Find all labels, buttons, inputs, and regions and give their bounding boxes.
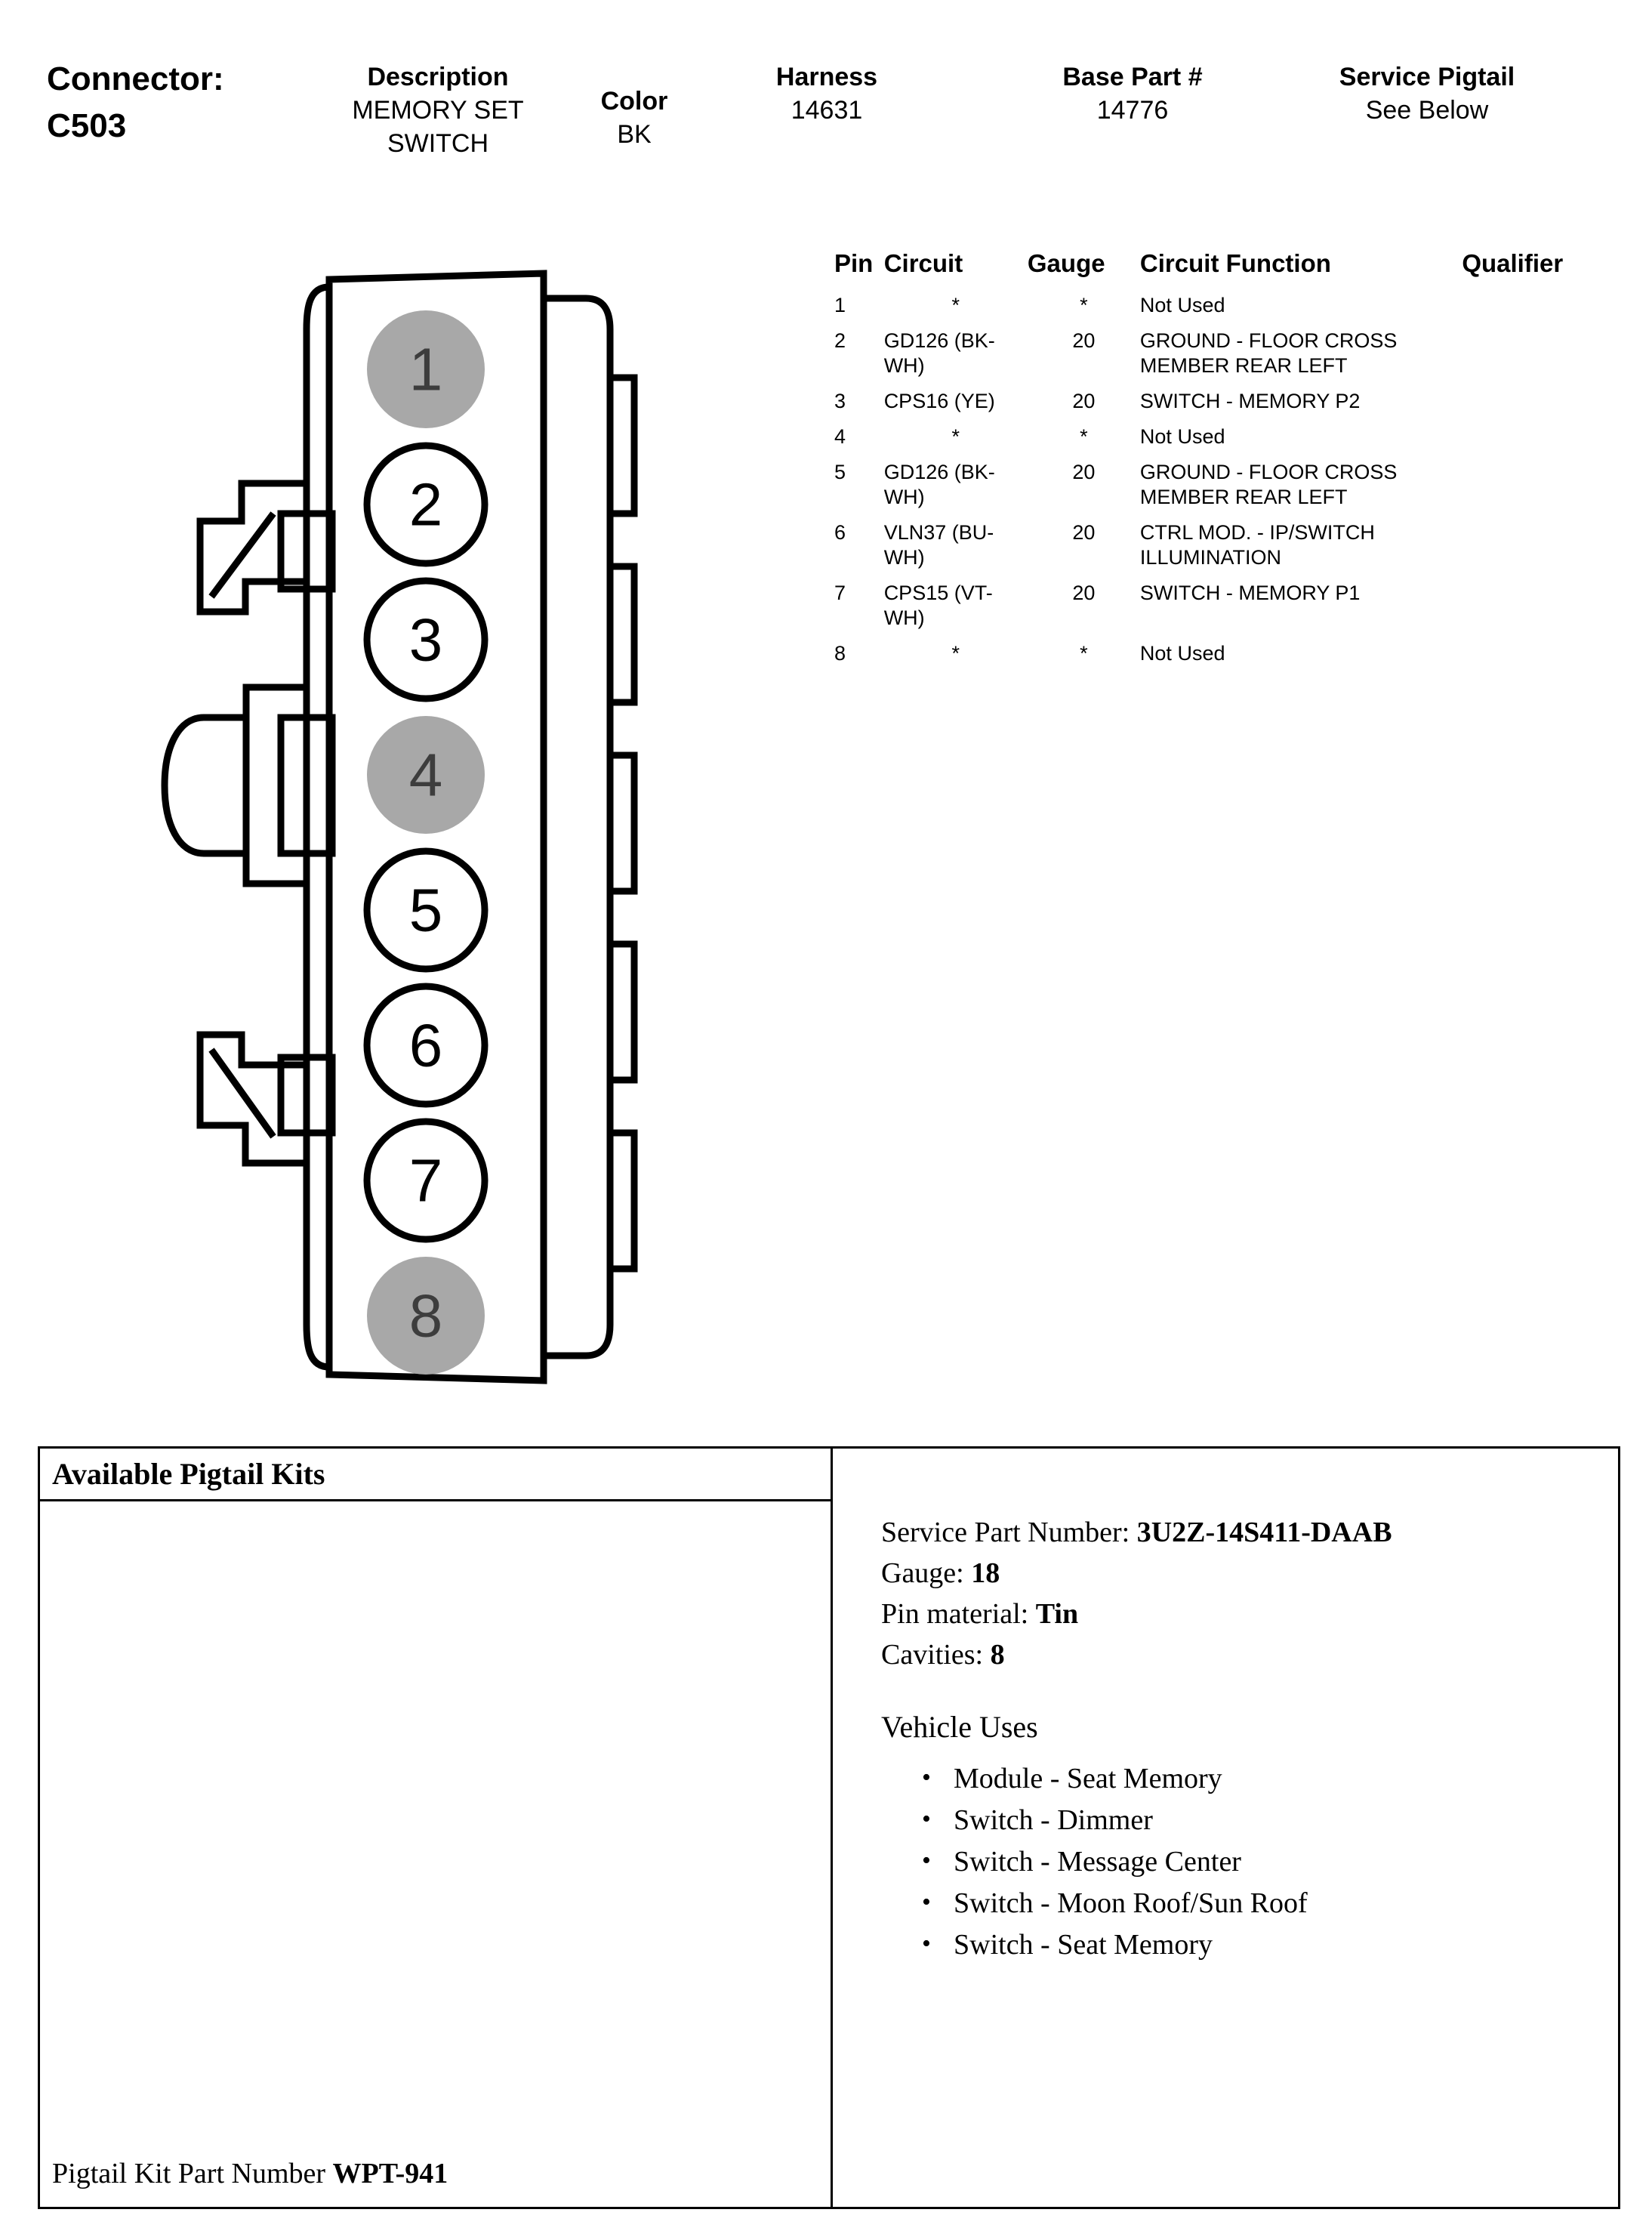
list-item: • Module - Seat Memory: [954, 1758, 1618, 1800]
pigtail-kit-part-number-label: Pigtail Kit Part Number: [52, 2158, 326, 2189]
pin-material-value: Tin: [1035, 1598, 1079, 1630]
pigtail-kit-part-number-row: [52, 2157, 448, 2190]
harness-title: Harness: [775, 63, 878, 91]
list-item: • Switch - Message Center: [954, 1841, 1618, 1883]
table-row: [834, 517, 1612, 578]
svg-text:3: 3: [408, 606, 443, 674]
color-value: BK: [617, 120, 652, 149]
qualifier-header: Qualifier: [1462, 249, 1564, 277]
pin-material-row: [881, 1594, 1618, 1634]
pigtail-panel-title: Available Pigtail Kits: [52, 1457, 325, 1491]
table-row: [834, 638, 1612, 674]
pin-material-label: Pin material:: [881, 1598, 1029, 1630]
document-header: [0, 47, 1652, 168]
cell-qualifier: [1462, 326, 1612, 386]
cell-gauge: 20: [1072, 461, 1096, 483]
pigtail-kit-cell: [40, 1501, 833, 2207]
service-part-number-label: Service Part Number:: [881, 1517, 1130, 1548]
available-pigtail-kits-panel: [38, 1446, 1620, 2209]
vehicle-uses-list: [881, 1758, 1618, 1966]
cell-pin: 4: [834, 425, 846, 448]
table-row: [834, 578, 1612, 638]
cell-circuit: GD126 (BK-WH): [883, 461, 995, 508]
table-row: [834, 457, 1612, 517]
cell-pin: 8: [834, 642, 846, 665]
cell-qualifier: [1462, 386, 1612, 421]
circuit-header: Circuit: [883, 249, 963, 277]
table-row: [834, 326, 1612, 386]
cell-circuit: CPS16 (YE): [883, 390, 995, 412]
cell-gauge: *: [1080, 294, 1088, 316]
svg-text:7: 7: [408, 1146, 443, 1214]
service-part-number-value: 3U2Z-14S411-DAAB: [1136, 1517, 1392, 1548]
pin-header: Pin: [834, 249, 874, 277]
vehicle-uses-title: Vehicle Uses: [881, 1710, 1038, 1744]
cell-function: SWITCH - MEMORY P1: [1139, 582, 1361, 604]
svg-text:5: 5: [408, 876, 443, 944]
connector-id: C503: [47, 107, 127, 144]
connector-diagram: [106, 264, 808, 1412]
table-row: [834, 386, 1612, 421]
cavities-row: [881, 1634, 1618, 1675]
gauge-row: [881, 1553, 1618, 1594]
pigtail-details-cell: [842, 1501, 1618, 2207]
cell-function: SWITCH - MEMORY P2: [1139, 390, 1361, 412]
header-column-harness: [736, 60, 917, 127]
cell-qualifier: [1462, 421, 1612, 457]
cell-qualifier: [1462, 578, 1612, 638]
pigtail-gauge-value: 18: [971, 1557, 1000, 1589]
cell-qualifier: [1462, 638, 1612, 674]
cell-circuit: *: [951, 294, 960, 316]
pigtail-kit-part-number-value: WPT-941: [332, 2158, 448, 2189]
cell-gauge: 20: [1072, 329, 1096, 352]
service-pigtail-title: Service Pigtail: [1339, 63, 1515, 91]
cell-qualifier: [1462, 457, 1612, 517]
svg-text:8: 8: [408, 1282, 443, 1350]
connector-label: Connector:: [47, 60, 224, 97]
pin-table-header-row: [834, 249, 1612, 290]
table-row: [834, 290, 1612, 326]
cell-function: GROUND - FLOOR CROSS MEMBER REAR LEFT: [1139, 329, 1398, 377]
cell-circuit: *: [951, 642, 960, 665]
cell-circuit: GD126 (BK-WH): [883, 329, 995, 377]
base-part-value: 14776: [1096, 96, 1169, 125]
description-title: Description: [367, 63, 509, 91]
cavities-value: 8: [990, 1639, 1005, 1671]
list-item: • Switch - Dimmer: [954, 1800, 1618, 1841]
cell-pin: 2: [834, 329, 846, 352]
header-column-color: [574, 85, 695, 151]
cell-pin: 6: [834, 521, 846, 544]
cell-gauge: *: [1080, 425, 1088, 448]
svg-text:4: 4: [408, 741, 443, 809]
harness-value: 14631: [791, 96, 863, 125]
pin-table: [834, 249, 1612, 674]
cell-qualifier: [1462, 290, 1612, 326]
color-title: Color: [600, 87, 668, 116]
cell-gauge: 20: [1072, 582, 1096, 604]
header-column-base-part: [1031, 60, 1234, 127]
cell-function: GROUND - FLOOR CROSS MEMBER REAR LEFT: [1139, 461, 1398, 508]
service-part-number-row: [881, 1512, 1618, 1553]
list-item: • Switch - Moon Roof/Sun Roof: [954, 1883, 1618, 1924]
cell-pin: 5: [834, 461, 846, 483]
list-item: • Switch - Seat Memory: [954, 1924, 1618, 1966]
cell-function: Not Used: [1139, 425, 1225, 448]
svg-text:2: 2: [408, 471, 443, 538]
service-pigtail-value: See Below: [1365, 96, 1489, 125]
cell-function: Not Used: [1139, 642, 1225, 665]
cell-pin: 7: [834, 582, 846, 604]
gauge-header: Gauge: [1027, 249, 1105, 277]
circuit-function-header: Circuit Function: [1139, 249, 1331, 277]
header-column-description: [313, 60, 562, 160]
table-row: [834, 421, 1612, 457]
header-column-service-pigtail: [1306, 60, 1548, 127]
base-part-title: Base Part #: [1062, 63, 1203, 91]
pigtail-gauge-label: Gauge:: [881, 1557, 964, 1589]
pigtail-title-cell: [40, 1449, 833, 1501]
cell-function: CTRL MOD. - IP/SWITCH ILLUMINATION: [1139, 521, 1375, 569]
cavities-label: Cavities:: [881, 1639, 984, 1671]
cell-pin: 1: [834, 294, 846, 316]
cell-pin: 3: [834, 390, 846, 412]
cell-circuit: *: [951, 425, 960, 448]
cell-circuit: VLN37 (BU-WH): [883, 521, 994, 569]
cell-function: Not Used: [1139, 294, 1225, 316]
cell-gauge: 20: [1072, 390, 1096, 412]
cell-circuit: CPS15 (VT-WH): [883, 582, 993, 629]
pin-circles: [367, 310, 485, 1375]
cell-qualifier: [1462, 517, 1612, 578]
description-value: MEMORY SET SWITCH: [352, 96, 524, 158]
svg-text:6: 6: [408, 1011, 443, 1079]
svg-text:1: 1: [408, 335, 443, 403]
cell-gauge: *: [1080, 642, 1088, 665]
cell-gauge: 20: [1072, 521, 1096, 544]
